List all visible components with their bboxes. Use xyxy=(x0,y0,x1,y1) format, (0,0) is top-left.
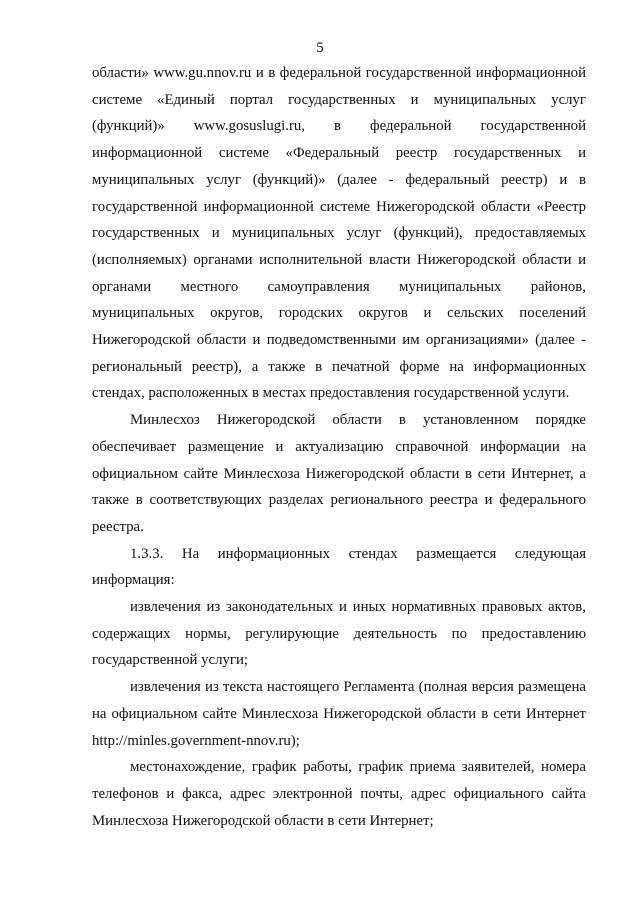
paragraph-continuation: области» www.gu.nnov.ru и в федеральной государственной информационной системе «Единый портал государственных и муниципальных услуг (функций)» www.gosuslugi.ru, в федеральной государственной информационной системе «Федеральный реестр государственных и муниципальных услуг (функций)» (далее - федеральный реестр) и в государственной информационной системе Нижегородской области «Реестр государственных и муниципальных услуг (функций), предоставляемых (исполняемых) органами исполнительной власти Нижегородской области и органами местного самоуправления муниципальных районов, муниципальных округов, городских округов и сельских поселений Нижегородской области и подведомственными им организациями» (далее - региональный реестр), а также в печатной форме на информационных стендах, расположенных в местах предоставления государственной услуги. xyxy=(92,65,586,402)
list-item-legal-extracts: извлечения из законодательных и иных нормативных правовых актов, содержащих нормы, регулирующие деятельность по предоставлению государственной услуги; xyxy=(92,599,586,669)
list-item-contact-info: местонахождение, график работы, график приема заявителей, номера телефонов и факса, адрес электронной почты, адрес официального сайта Минлесхоза Нижегородской области в сети Интернет; xyxy=(92,759,586,829)
list-item-regulation-extracts: извлечения из текста настоящего Регламента (полная версия размещена на официальном сайте Минлесхоза Нижегородской области в сети Интернет http://minles.government-nnov.ru); xyxy=(92,679,586,749)
paragraph-minleskhoz-info: Минлесхоз Нижегородской области в установленном порядке обеспечивает размещение и актуализацию справочной информации на официальном сайте Минлесхоза Нижегородской области в сети Интернет, а также в соответствующих разделах регионального реестра и федерального реестра. xyxy=(92,412,586,535)
page-number: 5 xyxy=(316,40,324,56)
paragraph-section-1-3-3: 1.3.3. На информационных стендах размещается следующая информация: xyxy=(92,545,586,589)
document-body xyxy=(92,60,586,834)
